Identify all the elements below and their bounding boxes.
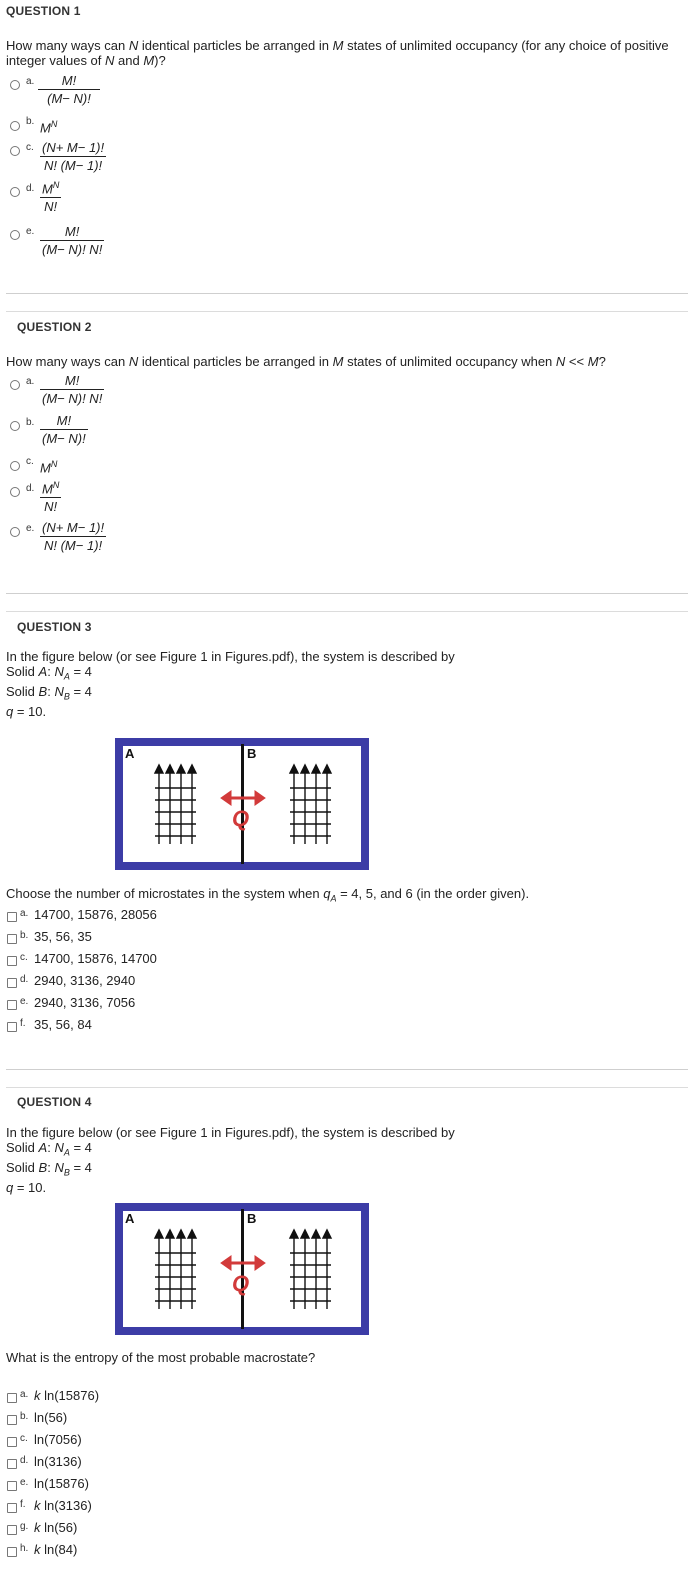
numerator: (N+ M− 1)! <box>42 140 105 155</box>
subscript: A <box>330 893 337 904</box>
option-letter: g. <box>20 1521 29 1532</box>
question-3-header: QUESTION 3 <box>17 620 92 634</box>
oscillator-lattice <box>123 1211 361 1327</box>
option-text: 14700, 15876, 28056 <box>34 907 157 922</box>
solid-a-line <box>6 664 92 682</box>
option-letter: b. <box>26 116 35 127</box>
prompt-var: N <box>128 38 139 53</box>
q4-option-a[interactable] <box>7 1390 17 1408</box>
option-letter: e. <box>26 523 35 534</box>
denominator: (M− N)! <box>42 431 86 446</box>
option-letter: b. <box>26 417 35 428</box>
radio-button[interactable] <box>10 146 20 156</box>
prompt-var: N <box>555 354 566 369</box>
option-letter: d. <box>26 183 35 194</box>
prompt-var: M <box>587 354 599 369</box>
q4-option-e[interactable] <box>7 1478 17 1496</box>
option-text <box>34 1454 82 1469</box>
radio-button[interactable] <box>10 487 20 497</box>
heat-label: Q <box>232 1271 250 1296</box>
fraction <box>40 480 61 514</box>
var: B <box>38 684 48 699</box>
radio-button[interactable] <box>10 121 20 131</box>
option-letter: e. <box>26 226 35 237</box>
denominator: N! (M− 1)! <box>43 158 103 173</box>
solid-a-label: A <box>125 746 135 761</box>
option-text: 14700, 15876, 14700 <box>34 951 157 966</box>
text: ln(56) <box>34 1410 68 1425</box>
text: Solid <box>6 664 39 679</box>
q1-option-c[interactable] <box>10 143 20 161</box>
divider <box>6 1069 688 1070</box>
prompt-text: identical particles be arranged in <box>138 38 333 53</box>
var: q <box>323 886 331 901</box>
prompt-text: << <box>565 354 588 369</box>
checkbox[interactable] <box>7 1525 17 1535</box>
text: Solid <box>6 1140 39 1155</box>
prompt-var: M <box>332 354 344 369</box>
checkbox[interactable] <box>7 1459 17 1469</box>
radio-button[interactable] <box>10 187 20 197</box>
option-text: 2940, 3136, 2940 <box>34 973 136 988</box>
divider <box>6 593 688 594</box>
var: N <box>54 684 64 699</box>
divider <box>6 311 688 312</box>
q-line <box>6 1180 46 1195</box>
numerator: M! <box>38 73 100 90</box>
checkbox[interactable] <box>7 1393 17 1403</box>
solid-a-line <box>6 1140 92 1158</box>
q1-option-a[interactable] <box>10 77 20 95</box>
prompt-text: How many ways can <box>6 38 129 53</box>
option-letter: b. <box>20 1411 29 1422</box>
fraction <box>40 520 106 553</box>
var: N <box>54 664 64 679</box>
radio-button[interactable] <box>10 80 20 90</box>
var: k <box>34 1388 41 1403</box>
question-2-prompt <box>6 354 686 369</box>
question-3-text <box>6 886 529 904</box>
option-letter: d. <box>20 1455 29 1466</box>
var: q <box>6 1180 14 1195</box>
q4-option-h[interactable] <box>7 1544 17 1562</box>
denominator: (M− N)! N! <box>42 391 103 406</box>
solid-b-line <box>6 684 92 702</box>
numerator: M! <box>40 413 88 430</box>
base: M <box>40 460 51 476</box>
q1-option-d[interactable] <box>10 184 20 202</box>
var: k <box>34 1542 41 1557</box>
einstein-solid-figure <box>115 1203 369 1335</box>
text: = 4 <box>69 664 92 679</box>
prompt-var: N <box>128 354 139 369</box>
fraction <box>40 373 104 406</box>
text: Solid <box>6 684 39 699</box>
divider <box>6 611 688 612</box>
text: ln(7056) <box>34 1432 82 1447</box>
q4-option-d[interactable] <box>7 1456 17 1474</box>
fraction <box>38 73 100 106</box>
fraction <box>40 140 106 173</box>
checkbox[interactable] <box>7 912 17 922</box>
checkbox[interactable] <box>7 1415 17 1425</box>
question-1-prompt <box>6 38 686 68</box>
var: k <box>34 1520 41 1535</box>
solid-b-label: B <box>247 1211 257 1226</box>
text: = 4 <box>69 1140 92 1155</box>
question-2-header: QUESTION 2 <box>17 320 92 334</box>
exponent: N <box>52 180 60 190</box>
q2-option-d[interactable] <box>10 484 20 502</box>
option-text <box>34 1432 82 1447</box>
exponent: N <box>50 119 58 129</box>
radio-button[interactable] <box>10 230 20 240</box>
option-letter: c. <box>26 456 34 467</box>
radio-button[interactable] <box>10 421 20 431</box>
var: q <box>6 704 14 719</box>
q3-option-d[interactable] <box>7 975 17 993</box>
solid-b-line <box>6 1160 92 1178</box>
base: M <box>40 120 51 136</box>
option-letter: d. <box>20 974 29 985</box>
option-text <box>34 1498 92 1513</box>
prompt-text: identical particles be arranged in <box>138 354 333 369</box>
question-3-prompt: In the figure below (or see Figure 1 in Figures.pdf), the system is described by <box>6 649 455 664</box>
exponent: N <box>52 480 60 490</box>
var: N <box>54 1140 64 1155</box>
question-4-prompt: In the figure below (or see Figure 1 in Figures.pdf), the system is described by <box>6 1125 455 1140</box>
subscript: B <box>63 1167 70 1178</box>
option-text: 2940, 3136, 7056 <box>34 995 136 1010</box>
q1-option-e[interactable] <box>10 227 20 245</box>
prompt-var: M <box>332 38 344 53</box>
numerator: M! <box>40 224 104 241</box>
solid-a-label: A <box>125 1211 135 1226</box>
question-4-text: What is the entropy of the most probable macrostate? <box>6 1350 316 1365</box>
option-letter: e. <box>20 1477 29 1488</box>
fraction <box>40 180 61 214</box>
prompt-var: N <box>105 53 115 68</box>
option-letter: a. <box>26 76 35 87</box>
text: ln(84) <box>40 1542 78 1557</box>
q3-option-e[interactable] <box>7 997 17 1015</box>
option-text <box>34 1388 99 1403</box>
q3-option-b[interactable] <box>7 931 17 949</box>
radio-button[interactable] <box>10 527 20 537</box>
q3-option-a[interactable] <box>7 909 17 927</box>
option-text <box>34 1520 77 1535</box>
option-text: 35, 56, 35 <box>34 929 92 944</box>
q3-option-c[interactable] <box>7 953 17 971</box>
q4-option-f[interactable] <box>7 1500 17 1518</box>
option-letter: a. <box>26 376 35 387</box>
subscript: B <box>63 691 70 702</box>
checkbox[interactable] <box>7 1481 17 1491</box>
fraction <box>40 413 88 446</box>
text: ln(3136) <box>40 1498 92 1513</box>
text: = 4 <box>69 684 92 699</box>
denominator: N! <box>44 199 58 215</box>
prompt-var: M <box>143 53 155 68</box>
option-letter: e. <box>20 996 29 1007</box>
option-text: 35, 56, 84 <box>34 1017 92 1032</box>
base: M <box>42 181 53 197</box>
expression <box>40 119 57 135</box>
var: B <box>38 1160 48 1175</box>
var: A <box>38 1140 48 1155</box>
text: : <box>47 664 55 679</box>
oscillator-lattice <box>123 746 361 862</box>
text: Choose the number of microstates in the system when <box>6 886 324 901</box>
exponent: N <box>50 459 58 469</box>
divider <box>6 293 688 294</box>
var: k <box>34 1498 41 1513</box>
einstein-solid-figure <box>115 738 369 870</box>
checkbox[interactable] <box>7 1437 17 1447</box>
var: A <box>38 664 48 679</box>
q2-option-a[interactable] <box>10 377 20 395</box>
prompt-text: ? <box>598 354 606 369</box>
numerator: (N+ M− 1)! <box>42 520 105 535</box>
option-letter: c. <box>20 1433 28 1444</box>
text: = 10. <box>13 704 47 719</box>
text: Solid <box>6 1160 39 1175</box>
text: : <box>47 1140 55 1155</box>
option-letter: a. <box>20 1389 29 1400</box>
text: = 4 <box>69 1160 92 1175</box>
checkbox[interactable] <box>7 978 17 988</box>
prompt-text: states of unlimited occupancy when <box>343 354 556 369</box>
prompt-text: )? <box>154 53 166 68</box>
option-letter: f. <box>20 1018 26 1029</box>
option-letter: c. <box>20 952 28 963</box>
denominator: (M− N)! N! <box>42 242 103 257</box>
text: : <box>47 1160 55 1175</box>
divider <box>6 1087 688 1088</box>
denominator: (M− N)! <box>47 91 91 106</box>
option-letter: b. <box>20 930 29 941</box>
option-text <box>34 1476 89 1491</box>
checkbox[interactable] <box>7 1000 17 1010</box>
base: M <box>42 481 53 497</box>
option-text <box>34 1410 67 1425</box>
q2-option-c[interactable] <box>10 458 20 476</box>
option-text <box>34 1542 77 1557</box>
checkbox[interactable] <box>7 1503 17 1513</box>
checkbox[interactable] <box>7 1547 17 1557</box>
q4-option-b[interactable] <box>7 1412 17 1430</box>
expression <box>40 459 57 475</box>
question-1-header: QUESTION 1 <box>6 4 81 18</box>
checkbox[interactable] <box>7 934 17 944</box>
option-letter: h. <box>20 1543 29 1554</box>
text: = 10. <box>13 1180 47 1195</box>
option-letter: c. <box>26 142 34 153</box>
var: N <box>54 1160 64 1175</box>
text: : <box>47 684 55 699</box>
checkbox[interactable] <box>7 956 17 966</box>
option-letter: d. <box>26 483 35 494</box>
radio-button[interactable] <box>10 461 20 471</box>
prompt-text: and <box>114 53 144 68</box>
heat-label: Q <box>232 806 250 831</box>
q4-option-c[interactable] <box>7 1434 17 1452</box>
denominator: N! <box>44 499 58 515</box>
text: ln(56) <box>40 1520 78 1535</box>
subscript: A <box>63 671 70 682</box>
prompt-text: How many ways can <box>6 354 129 369</box>
prompt-text: states of unlimited occupancy (for any choice of positive integer values of <box>6 38 669 68</box>
q3-option-f[interactable] <box>7 1019 17 1037</box>
option-letter: a. <box>20 908 29 919</box>
text: ln(15876) <box>34 1476 89 1491</box>
text: = 4, 5, and 6 (in the order given). <box>336 886 530 901</box>
q2-option-e[interactable] <box>10 524 20 542</box>
checkbox[interactable] <box>7 1022 17 1032</box>
text: ln(15876) <box>40 1388 100 1403</box>
radio-button[interactable] <box>10 380 20 390</box>
q-line <box>6 704 46 719</box>
solid-b-label: B <box>247 746 257 761</box>
fraction <box>40 224 104 257</box>
q4-option-g[interactable] <box>7 1522 17 1540</box>
text: ln(3136) <box>34 1454 82 1469</box>
option-letter: f. <box>20 1499 26 1510</box>
numerator: M! <box>40 373 104 390</box>
subscript: A <box>63 1147 70 1158</box>
denominator: N! (M− 1)! <box>43 538 103 553</box>
q2-option-b[interactable] <box>10 418 20 436</box>
question-4-header: QUESTION 4 <box>17 1095 92 1109</box>
q1-option-b[interactable] <box>10 118 20 136</box>
